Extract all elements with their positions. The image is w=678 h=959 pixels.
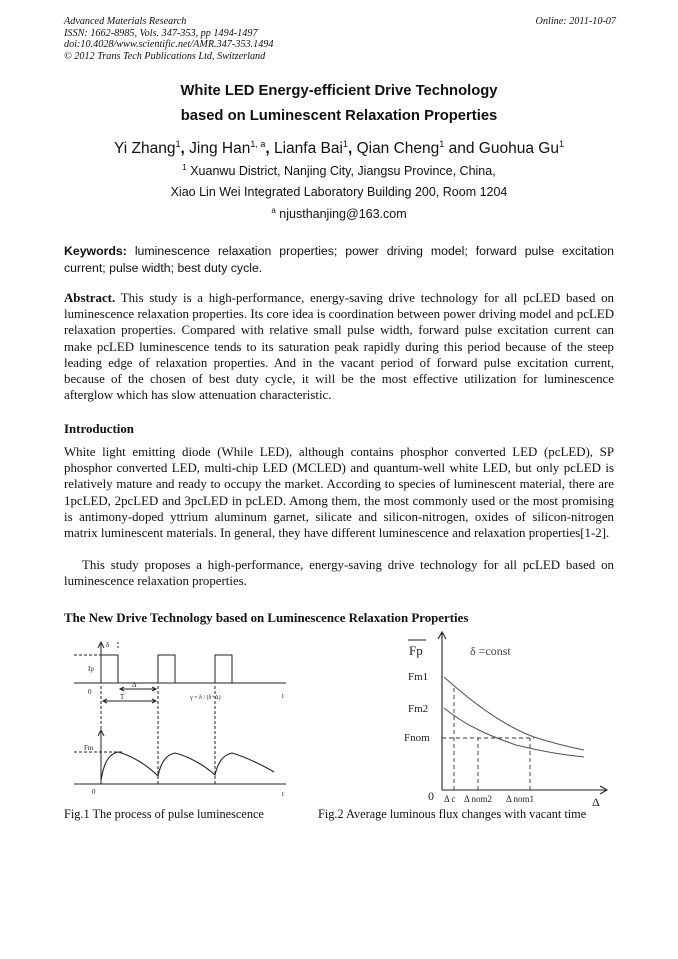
- fig1-pulse: [215, 655, 232, 683]
- fig2-fnom-label: Fnom: [404, 732, 430, 744]
- affiliation-text: Xuanwu District, Nanjing City, Jiangsu Province, China,: [186, 164, 496, 179]
- fig1-pulse: [158, 655, 175, 683]
- fig1-delta-label: δ: [106, 641, 110, 649]
- fig2-origin: 0: [428, 789, 434, 803]
- fig2-annotation: δ =const: [470, 644, 511, 658]
- fig1-origin-bottom: 0: [92, 788, 96, 796]
- author-sep: ,: [180, 140, 190, 158]
- online-date: Online: 2011-10-07: [535, 16, 616, 27]
- doi-line: doi:10.4028/www.scientific.net/AMR.347-353.1494: [64, 39, 274, 50]
- abstract-label: Abstract.: [64, 291, 116, 305]
- fig2-dnom2-label: Δ nom2: [464, 794, 493, 804]
- fig1-time-label-bottom: t: [282, 790, 284, 798]
- issn-line: ISSN: 1662-8985, Vols. 347-353, pp 1494-1497: [64, 27, 258, 39]
- introduction-paragraph-1: White light emitting diode (While LED), although contains phosphor converted LED (pcLED), SP phosphor converted LED, multi-chip LED (MCLED) and quantum-well white LED, but only pcLED is relatively mature and ready to occupy the market. According to species of luminescent material, there are 1pcLED, 2pcLED and 3pcLED in pcLED. Among them, the most commonly used or the most promising is antimony-doped yttrium aluminum garnet, silicate and silicon-nitrogen, oxides of silicon-nitrogen matrix luminescent materials. In general, they have different luminescence and relaxation properties[1-2].: [64, 445, 614, 541]
- affiliation-line-1: [0, 163, 678, 178]
- author-sup: 1, a: [250, 139, 266, 149]
- section-heading: The New Drive Technology based on Luminescence Relaxation Properties: [64, 611, 469, 625]
- introduction-paragraph-2: This study proposes a high-performance, energy-saving drive technology for all pcLED based on luminescence relaxation properties.: [64, 558, 614, 589]
- fig1-pulse: [101, 655, 118, 683]
- fig1-duty-formula: γ = δ / (δ+Δ): [190, 695, 221, 701]
- fig2-fm2-label: Fm2: [408, 703, 429, 715]
- fig2-curve-1: [444, 677, 584, 750]
- fig1-time-label-top: t: [282, 692, 284, 700]
- author-sup: 1: [558, 139, 564, 149]
- author-sep: ,: [265, 140, 274, 158]
- email-address: njusthanjing@163.com: [275, 207, 407, 222]
- fig2-dnom1-label: Δ nom1: [506, 794, 535, 804]
- fig2-dc-label: Δ c: [444, 794, 456, 804]
- author-sep: ,: [347, 140, 357, 158]
- author-list: [0, 139, 678, 158]
- keywords-label: Keywords:: [64, 244, 127, 258]
- copyright-line: © 2012 Trans Tech Publications Ltd, Switzerland: [64, 50, 266, 62]
- keywords: [64, 243, 614, 276]
- author-name: Lianfa Bai: [273, 140, 343, 158]
- author-name: Yi Zhang: [114, 140, 176, 158]
- figure-1-caption: Fig.1 The process of pulse luminescence: [64, 807, 264, 821]
- author-sep: and: [444, 140, 479, 158]
- abstract-text: This study is a high-performance, energy-saving drive technology for all pcLED based on luminescence relaxation properties. Its core idea is coordination between power driving model and pcLED relaxation properties. Compared with relative small pulse width, forward pulse excitation current can make pcLED luminescence tends to its saturation peak rapidly during this period because of the steep leading edge of relaxation properties. And in the vacant period of forward pulse excitation current, because of the chosen of best duty cycle, it will be the most effective utilization for luminescence afterglow which has slow attenuation characteristic.: [64, 291, 614, 403]
- author-sup: 1: [175, 139, 181, 149]
- keywords-text: luminescence relaxation properties; power driving model; forward pulse excitation current; pulse width; best duty cycle.: [64, 244, 614, 275]
- author-name: Jing Han: [189, 140, 251, 158]
- fig1-period-label: T: [120, 693, 125, 701]
- author-sup: 1: [342, 139, 348, 149]
- figure-1-pulse-luminescence: [64, 636, 292, 800]
- fig2-x-label: Δ: [592, 795, 600, 808]
- affiliation-line-2: Xiao Lin Wei Integrated Laboratory Building 200, Room 1204: [170, 185, 508, 199]
- email-sup: a: [271, 206, 276, 215]
- paper-title-line-1: White LED Energy-efficient Drive Technology: [180, 83, 498, 99]
- email-line: [0, 206, 678, 221]
- author-name: Guohua Gu: [478, 140, 559, 158]
- author-sup: 1: [439, 139, 445, 149]
- paper-title-line-2: based on Luminescent Relaxation Properties: [180, 108, 498, 124]
- author-name: Qian Cheng: [356, 140, 440, 158]
- abstract: [64, 290, 614, 403]
- fig2-y-label: Fp: [409, 643, 423, 658]
- fig1-origin-top: 0: [88, 688, 92, 696]
- fig1-fm-label: Fm: [84, 744, 94, 752]
- fig2-curve-2: [444, 708, 584, 757]
- affiliation-sup: 1: [182, 163, 187, 172]
- figure-2-caption: Fig.2 Average luminous flux changes with vacant time: [318, 807, 587, 821]
- fig1-ip-label: Ip: [88, 665, 94, 673]
- fig1-luminescence-curve: [101, 752, 274, 780]
- journal-name: Advanced Materials Research: [64, 16, 187, 27]
- figure-2-luminous-flux: [394, 630, 614, 808]
- fig1-vacant-label: Δ: [132, 681, 137, 689]
- fig2-fm1-label: Fm1: [408, 671, 429, 683]
- introduction-heading: Introduction: [64, 422, 134, 436]
- page-header: [64, 16, 616, 62]
